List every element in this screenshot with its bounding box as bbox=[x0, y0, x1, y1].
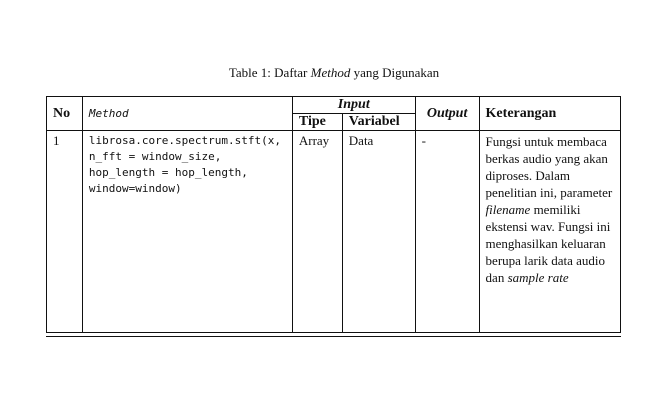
methods-table bbox=[46, 96, 621, 333]
method-line: librosa.core.spectrum.stft(x, bbox=[88, 134, 281, 147]
cell-method bbox=[82, 131, 292, 333]
cell-output: - bbox=[415, 131, 479, 333]
header-tipe: Tipe bbox=[292, 114, 342, 131]
table-caption bbox=[0, 65, 668, 81]
header-row bbox=[47, 97, 621, 114]
header-keterangan: Keterangan bbox=[479, 97, 620, 131]
header-method: Method bbox=[82, 97, 292, 131]
keterangan-text-2: memiliki ekstensi wav. Fungsi ini menghasilkan keluaran berupa larik data audio dan bbox=[485, 202, 611, 285]
cell-no: 1 bbox=[47, 131, 83, 333]
cell-variabel: Data bbox=[342, 131, 415, 333]
table-row bbox=[47, 131, 621, 333]
caption-suffix: yang Digunakan bbox=[350, 65, 440, 80]
caption-italic: Method bbox=[310, 65, 351, 80]
keterangan-italic-1: filename bbox=[485, 202, 531, 217]
header-input: Input bbox=[292, 97, 415, 114]
keterangan-italic-2: sample rate bbox=[507, 270, 569, 285]
method-line: window=window) bbox=[88, 182, 182, 195]
method-line: hop_length = hop_length, bbox=[88, 166, 248, 179]
caption-prefix: Table 1: Daftar bbox=[228, 65, 311, 80]
method-line: n_fft = window_size, bbox=[88, 150, 222, 163]
keterangan-text-1: Fungsi untuk membaca berkas audio yang akan diproses. Dalam penelitian ini, parameter bbox=[485, 134, 613, 200]
cell-tipe: Array bbox=[292, 131, 342, 333]
header-output: Output bbox=[415, 97, 479, 131]
cell-keterangan bbox=[479, 131, 620, 333]
table-bottom-rule bbox=[46, 336, 621, 337]
header-no: No bbox=[47, 97, 83, 131]
header-variabel: Variabel bbox=[342, 114, 415, 131]
